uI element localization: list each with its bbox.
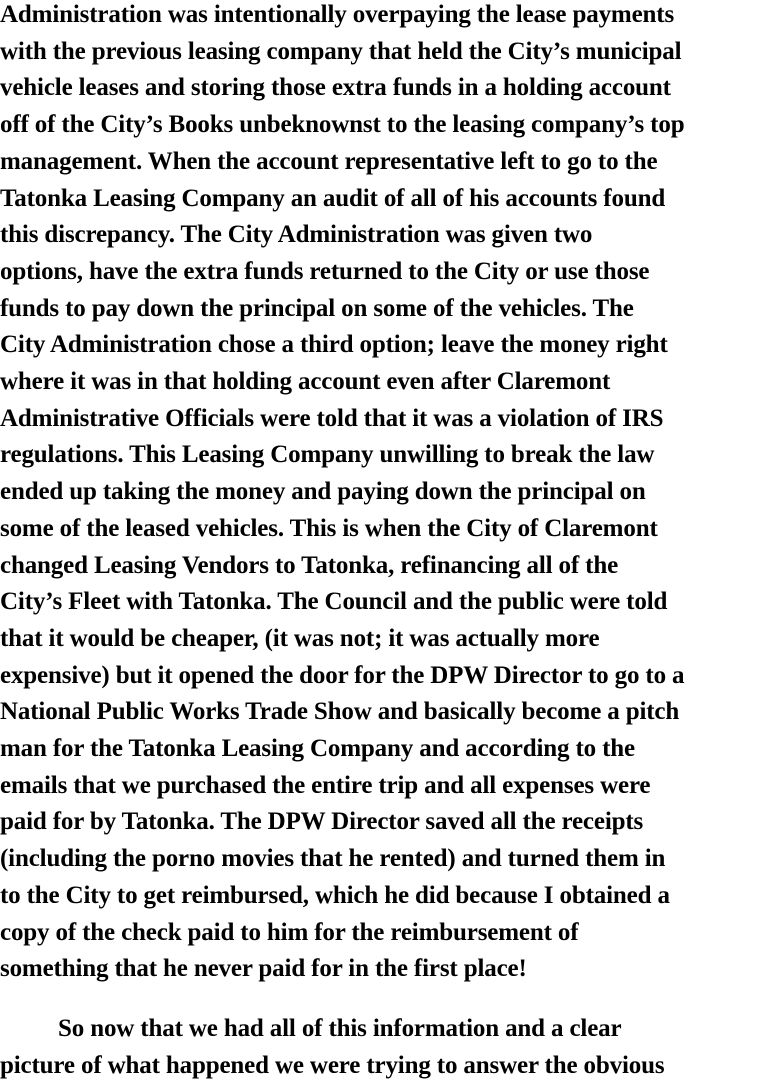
text-line: where it was in that holding account even after Claremont: [0, 368, 611, 395]
text-line: funds to pay down the principal on some of the vehicles. The: [0, 294, 634, 322]
text-line: (including the porno movies that he rented) and turned them in: [0, 845, 666, 873]
text-line: that it would be cheaper, (it was not; it was actually more: [0, 624, 600, 652]
text-line: National Public Works Trade Show and basically become a pitch: [0, 698, 680, 726]
text-line: something that he never paid for in the first place!: [0, 955, 527, 983]
text-line: City Administration chose a third option; leave the money right: [0, 331, 668, 359]
text-line: So now that we had all of this information and a clear: [58, 1015, 622, 1042]
text-line: vehicle leases and storing those extra funds in a holding account: [0, 74, 671, 102]
text-line: emails that we purchased the entire trip and all expenses were: [0, 771, 651, 799]
text-line: ended up taking the money and paying down the principal on: [0, 478, 646, 506]
text-line: Administration was intentionally overpaying the lease payments: [0, 1, 675, 28]
text-line: management. When the account representative left to go to the: [0, 147, 658, 175]
text-line: this discrepancy. The City Administration was given two: [0, 221, 593, 249]
text-line: paid for by Tatonka. The DPW Director saved all the receipts: [0, 808, 644, 836]
text-line: changed Leasing Vendors to Tatonka, refinancing all of the: [0, 551, 619, 579]
text-line: some of the leased vehicles. This is when the City of Claremont: [0, 514, 658, 542]
text-line: off of the City’s Books unbeknownst to the leasing company’s top: [0, 111, 685, 139]
text-line: City’s Fleet with Tatonka. The Council and the public were told: [0, 588, 668, 616]
text-line: copy of the check paid to him for the reimbursement of: [0, 918, 579, 946]
text-line: Administrative Officials were told that it was a violation of IRS: [0, 404, 664, 432]
text-line: expensive) but it opened the door for the DPW Director to go to a: [0, 661, 685, 689]
text-line: picture of what happened we were trying to answer the obvious: [0, 1051, 665, 1079]
text-line: regulations. This Leasing Company unwilling to break the law: [0, 441, 655, 469]
text-line: to the City to get reimbursed, which he did because I obtained a: [0, 881, 670, 909]
text-line: man for the Tatonka Leasing Company and according to the: [0, 735, 635, 762]
text-line: with the previous leasing company that held the City’s municipal: [0, 37, 682, 65]
text-line: Tatonka Leasing Company an audit of all of his accounts found: [0, 184, 666, 212]
text-line: options, have the extra funds returned to the City or use those: [0, 257, 650, 285]
